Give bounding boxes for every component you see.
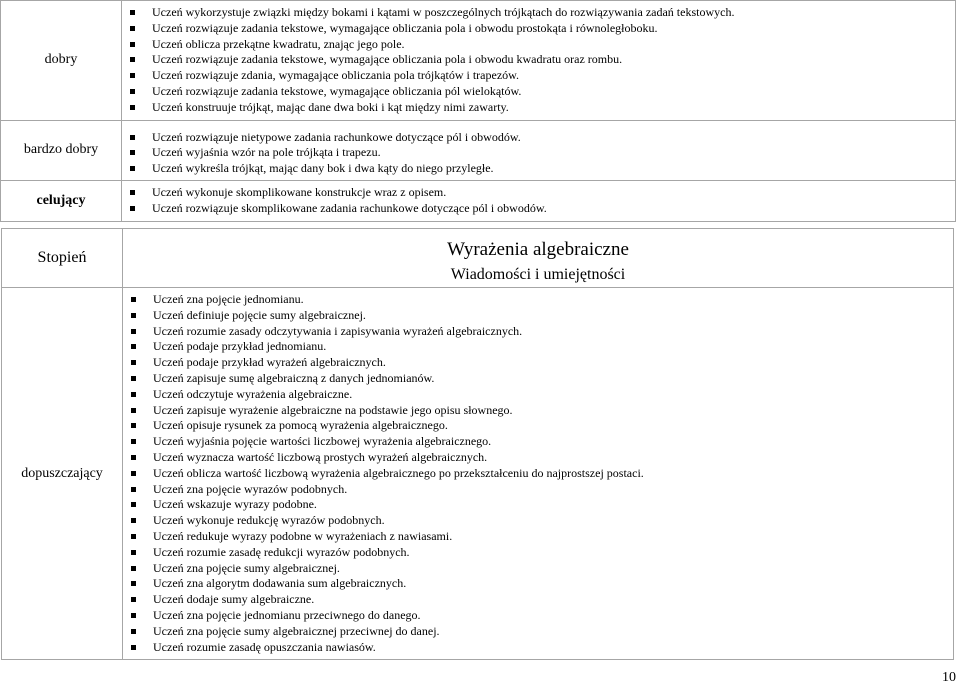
bullet-icon	[130, 89, 135, 94]
bullet-icon	[131, 534, 136, 539]
list-item: Uczeń rozwiązuje zadania tekstowe, wymagające obliczania pola i obwodu prostokąta i równoległoboku.	[152, 21, 955, 37]
criteria-list	[123, 292, 953, 655]
list-item: Uczeń dodaje sumy algebraiczne.	[153, 592, 953, 608]
grade-cell	[1, 1, 122, 121]
list-item: Uczeń zapisuje sumę algebraiczną z danych jednomianów.	[153, 371, 953, 387]
bullet-icon	[130, 190, 135, 195]
criteria-cell	[122, 1, 956, 121]
bullet-icon	[130, 206, 135, 211]
bullet-icon	[131, 408, 136, 413]
list-item: Uczeń wyjaśnia pojęcie wartości liczbowej wyrażenia algebraicznego.	[153, 434, 953, 450]
table-row	[2, 288, 954, 660]
stopien-header-cell	[2, 229, 123, 288]
list-item: Uczeń wskazuje wyrazy podobne.	[153, 497, 953, 513]
bullet-icon	[131, 329, 136, 334]
list-item: Uczeń rozwiązuje zadania tekstowe, wymagające obliczania pól wielokątów.	[152, 84, 955, 100]
section-subtitle: Wiadomości i umiejętności	[450, 266, 626, 283]
list-item: Uczeń rozumie zasadę opuszczania nawiasów.	[153, 640, 953, 656]
grade-cell	[2, 288, 123, 660]
algebraic-expressions-table	[1, 228, 954, 660]
table-row	[1, 120, 956, 180]
list-item: Uczeń zapisuje wyrażenie algebraiczne na podstawie jego opisu słownego.	[153, 403, 953, 419]
bullet-icon	[131, 597, 136, 602]
list-item: Uczeń wykreśla trójkąt, mając dany bok i dwa kąty do niego przyległe.	[152, 161, 955, 177]
list-item: Uczeń podaje przykład wyrażeń algebraicznych.	[153, 355, 953, 371]
bullet-icon	[130, 42, 135, 47]
bullet-icon	[131, 392, 136, 397]
criteria-cell	[122, 120, 956, 180]
grade-cell	[1, 180, 122, 221]
list-item: Uczeń rozwiązuje zdania, wymagające obliczania pola trójkątów i trapezów.	[152, 68, 955, 84]
list-item: Uczeń zna pojęcie wyrazów podobnych.	[153, 482, 953, 498]
grade-label: celujący	[36, 192, 86, 208]
bullet-icon	[131, 360, 136, 365]
bullet-icon	[131, 344, 136, 349]
bullet-icon	[131, 423, 136, 428]
bullet-icon	[131, 645, 136, 650]
list-item: Uczeń wyjaśnia wzór na pole trójkąta i trapezu.	[152, 145, 955, 161]
list-item: Uczeń wyznacza wartość liczbową prostych wyrażeń algebraicznych.	[153, 450, 953, 466]
bullet-icon	[130, 73, 135, 78]
bullet-icon	[131, 455, 136, 460]
bullet-icon	[131, 629, 136, 634]
bullet-icon	[130, 26, 135, 31]
bullet-icon	[131, 376, 136, 381]
list-item: Uczeń opisuje rysunek za pomocą wyrażenia algebraicznego.	[153, 418, 953, 434]
list-item: Uczeń rozumie zasadę redukcji wyrazów podobnych.	[153, 545, 953, 561]
bullet-icon	[131, 471, 136, 476]
criteria-list	[122, 130, 955, 177]
bullet-icon	[130, 57, 135, 62]
list-item: Uczeń zna pojęcie jednomianu.	[153, 292, 953, 308]
list-item: Uczeń rozwiązuje nietypowe zadania rachunkowe dotyczące pól i obwodów.	[152, 130, 955, 146]
section-header-cell	[123, 229, 954, 288]
page-number: 10	[942, 670, 956, 685]
grade-label: bardzo dobry	[23, 142, 99, 158]
bullet-icon	[131, 297, 136, 302]
list-item: Uczeń zna algorytm dodawania sum algebraicznych.	[153, 576, 953, 592]
bullet-icon	[131, 439, 136, 444]
table-row	[1, 180, 956, 221]
list-item: Uczeń redukuje wyrazy podobne w wyrażeniach z nawiasami.	[153, 529, 953, 545]
section-title: Wyrażenia algebraiczne	[447, 239, 629, 260]
list-item: Uczeń rozumie zasady odczytywania i zapisywania wyrażeń algebraicznych.	[153, 324, 953, 340]
list-item: Uczeń wykonuje redukcję wyrazów podobnych.	[153, 513, 953, 529]
bullet-icon	[131, 518, 136, 523]
table-row	[1, 1, 956, 121]
list-item: Uczeń oblicza przekątne kwadratu, znając jego pole.	[152, 37, 955, 53]
top-criteria-table	[0, 0, 956, 222]
bullet-icon	[131, 487, 136, 492]
bullet-icon	[131, 566, 136, 571]
list-item: Uczeń zna pojęcie sumy algebraicznej.	[153, 561, 953, 577]
bullet-icon	[130, 105, 135, 110]
criteria-list	[122, 5, 955, 116]
grade-label: dobry	[44, 52, 78, 68]
list-item: Uczeń zna pojęcie jednomianu przeciwnego do danego.	[153, 608, 953, 624]
bullet-icon	[131, 613, 136, 618]
list-item: Uczeń podaje przykład jednomianu.	[153, 339, 953, 355]
bullet-icon	[130, 166, 135, 171]
list-item: Uczeń rozwiązuje zadania tekstowe, wymagające obliczania pola i obwodu kwadratu oraz rombu.	[152, 52, 955, 68]
bullet-icon	[131, 313, 136, 318]
bullet-icon	[131, 502, 136, 507]
grade-label: dopuszczający	[21, 465, 103, 481]
list-item: Uczeń definiuje pojęcie sumy algebraicznej.	[153, 308, 953, 324]
bullet-icon	[130, 10, 135, 15]
stopien-label: Stopień	[37, 249, 87, 266]
list-item: Uczeń zna pojęcie sumy algebraicznej przeciwnej do danej.	[153, 624, 953, 640]
bullet-icon	[131, 581, 136, 586]
bullet-icon	[130, 135, 135, 140]
table-header-row	[2, 229, 954, 288]
bullet-icon	[131, 550, 136, 555]
list-item: Uczeń wykonuje skomplikowane konstrukcje wraz z opisem.	[152, 185, 955, 201]
bullet-icon	[130, 150, 135, 155]
list-item: Uczeń konstruuje trójkąt, mając dane dwa boki i kąt między nimi zawarty.	[152, 100, 955, 116]
list-item: Uczeń wykorzystuje związki między bokami i kątami w poszczególnych trójkątach do rozwiązywania zadań tekstowych.	[152, 5, 955, 21]
list-item: Uczeń rozwiązuje skomplikowane zadania rachunkowe dotyczące pól i obwodów.	[152, 201, 955, 217]
criteria-list	[122, 185, 955, 217]
list-item: Uczeń odczytuje wyrażenia algebraiczne.	[153, 387, 953, 403]
list-item: Uczeń oblicza wartość liczbową wyrażenia algebraicznego po przekształceniu do najprostszej postaci.	[153, 466, 953, 482]
grade-cell	[1, 120, 122, 180]
criteria-cell	[123, 288, 954, 660]
criteria-cell	[122, 180, 956, 221]
